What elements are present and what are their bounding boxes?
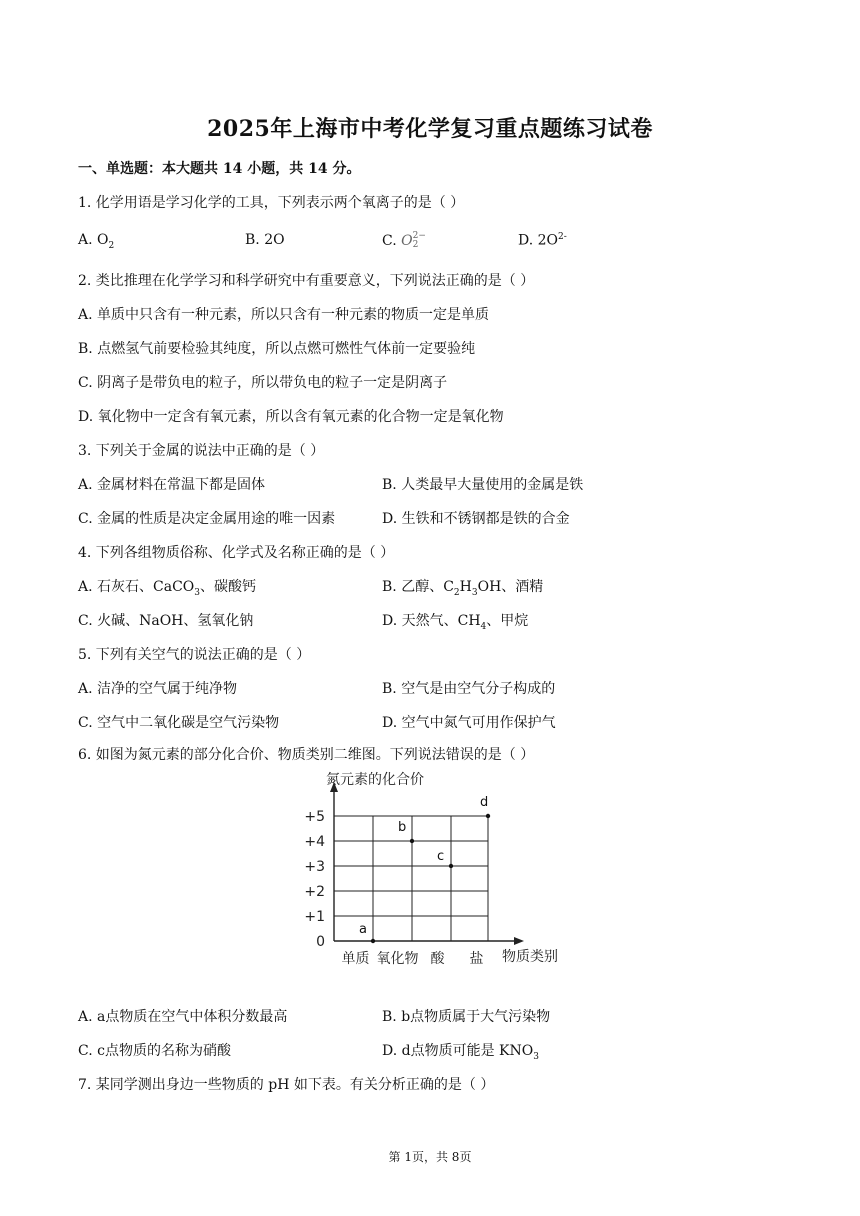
q5-option-b: B. 空气是由空气分子构成的	[382, 681, 556, 697]
x-category-label: 氧化物	[376, 951, 419, 967]
q2-option-b: B. 点燃氢气前要检验其纯度，所以点燃可燃性气体前一定要验纯	[78, 341, 476, 357]
q1-option-b: B. 2O	[245, 232, 285, 248]
point-label-a: a	[359, 922, 367, 937]
q2-option-c: C. 阴离子是带负电的粒子，所以带负电的粒子一定是阴离子	[78, 375, 448, 391]
q3-option-c: C. 金属的性质是决定金属用途的唯一因素	[78, 511, 336, 527]
chart-axes	[330, 782, 524, 945]
y-tick-label: +1	[304, 909, 325, 925]
q5-option-d: D. 空气中氮气可用作保护气	[382, 715, 556, 731]
y-tick-label: +2	[304, 884, 325, 900]
q4-option-b: B. 乙醇、$C_2H_3OH$、酒精	[382, 579, 544, 598]
q6-stem: 6. 如图为氮元素的部分化合价、物质类别二维图。下列说法错误的是（ ）	[78, 747, 535, 763]
data-point-c	[449, 864, 453, 868]
x-category-label: 单质	[341, 951, 370, 967]
q4-option-d: D. 天然气、$CH_4$、甲烷	[382, 613, 529, 632]
q1-option-a: A. $O_2$	[78, 232, 115, 251]
point-label-c: c	[437, 849, 445, 864]
q5-stem: 5. 下列有关空气的说法正确的是（ ）	[78, 647, 311, 663]
q4-option-c: C. 火碱、NaOH、氢氧化钠	[78, 613, 254, 629]
y-axis-label: 氮元素的化合价	[326, 772, 424, 788]
x-axis-label: 物质类别	[502, 949, 558, 965]
q4-option-a: A. 石灰石、CaCO$_3$、碳酸钙	[78, 579, 256, 598]
point-label-d: d	[480, 795, 489, 810]
y-tick-label: +4	[304, 834, 325, 850]
q2-option-a: A. 单质中只含有一种元素，所以只含有一种元素的物质一定是单质	[78, 307, 490, 323]
q2-option-d: D. 氧化物中一定含有氧元素，所以含有氧元素的化合物一定是氧化物	[78, 409, 504, 425]
q6-option-c: C. c点物质的名称为硝酸	[78, 1043, 231, 1059]
q1-option-d: D. $2O^{2-}$	[518, 232, 567, 249]
y-tick-label: 0	[316, 934, 325, 950]
q6-option-b: B. b点物质属于大气污染物	[382, 1009, 551, 1025]
x-axis-arrow	[514, 937, 524, 945]
data-point-a	[371, 939, 375, 943]
data-point-d	[486, 814, 490, 818]
q1-stem: 1. 化学用语是学习化学的工具，下列表示两个氧离子的是（ ）	[78, 195, 465, 211]
q4-stem: 4. 下列各组物质俗称、化学式及名称正确的是（ ）	[78, 545, 395, 561]
point-label-b: b	[398, 820, 407, 835]
x-category-label: 盐	[469, 951, 484, 967]
page-title: 2025年上海市中考化学复习重点题练习试卷	[207, 116, 653, 142]
y-tick-label: +3	[304, 859, 325, 875]
x-category-label: 酸	[430, 951, 445, 967]
q6-option-d: D. d点物质可能是 $KNO_3$	[382, 1043, 539, 1062]
q5-option-c: C. 空气中二氧化碳是空气污染物	[78, 715, 280, 731]
q2-stem: 2. 类比推理在化学学习和科学研究中有重要意义，下列说法正确的是（ ）	[78, 273, 535, 289]
q6-option-a: A. a点物质在空气中体积分数最高	[78, 1009, 288, 1025]
chart-categories	[342, 950, 484, 967]
q3-stem: 3. 下列关于金属的说法中正确的是（ ）	[78, 443, 325, 459]
q3-option-b: B. 人类最早大量使用的金属是铁	[382, 477, 584, 493]
section-heading: 一、单选题：本大题共 14 小题，共 14 分。	[78, 161, 361, 177]
chart-points	[359, 795, 490, 943]
page-footer: 第 1页，共 8页	[388, 1150, 472, 1164]
data-point-b	[410, 839, 414, 843]
chart-ticks	[304, 809, 325, 950]
q1-option-c: C. O2− 2	[382, 231, 426, 250]
chart-grid	[334, 816, 488, 941]
q3-option-d: D. 生铁和不锈钢都是铁的合金	[382, 511, 570, 527]
q3-option-a: A. 金属材料在常温下都是固体	[78, 477, 266, 493]
nitrogen-valence-chart	[290, 764, 580, 976]
q7-stem: 7. 某同学测出身边一些物质的 pH 如下表。有关分析正确的是（ ）	[78, 1077, 495, 1093]
q5-option-a: A. 洁净的空气属于纯净物	[78, 681, 238, 697]
y-tick-label: +5	[304, 809, 325, 825]
